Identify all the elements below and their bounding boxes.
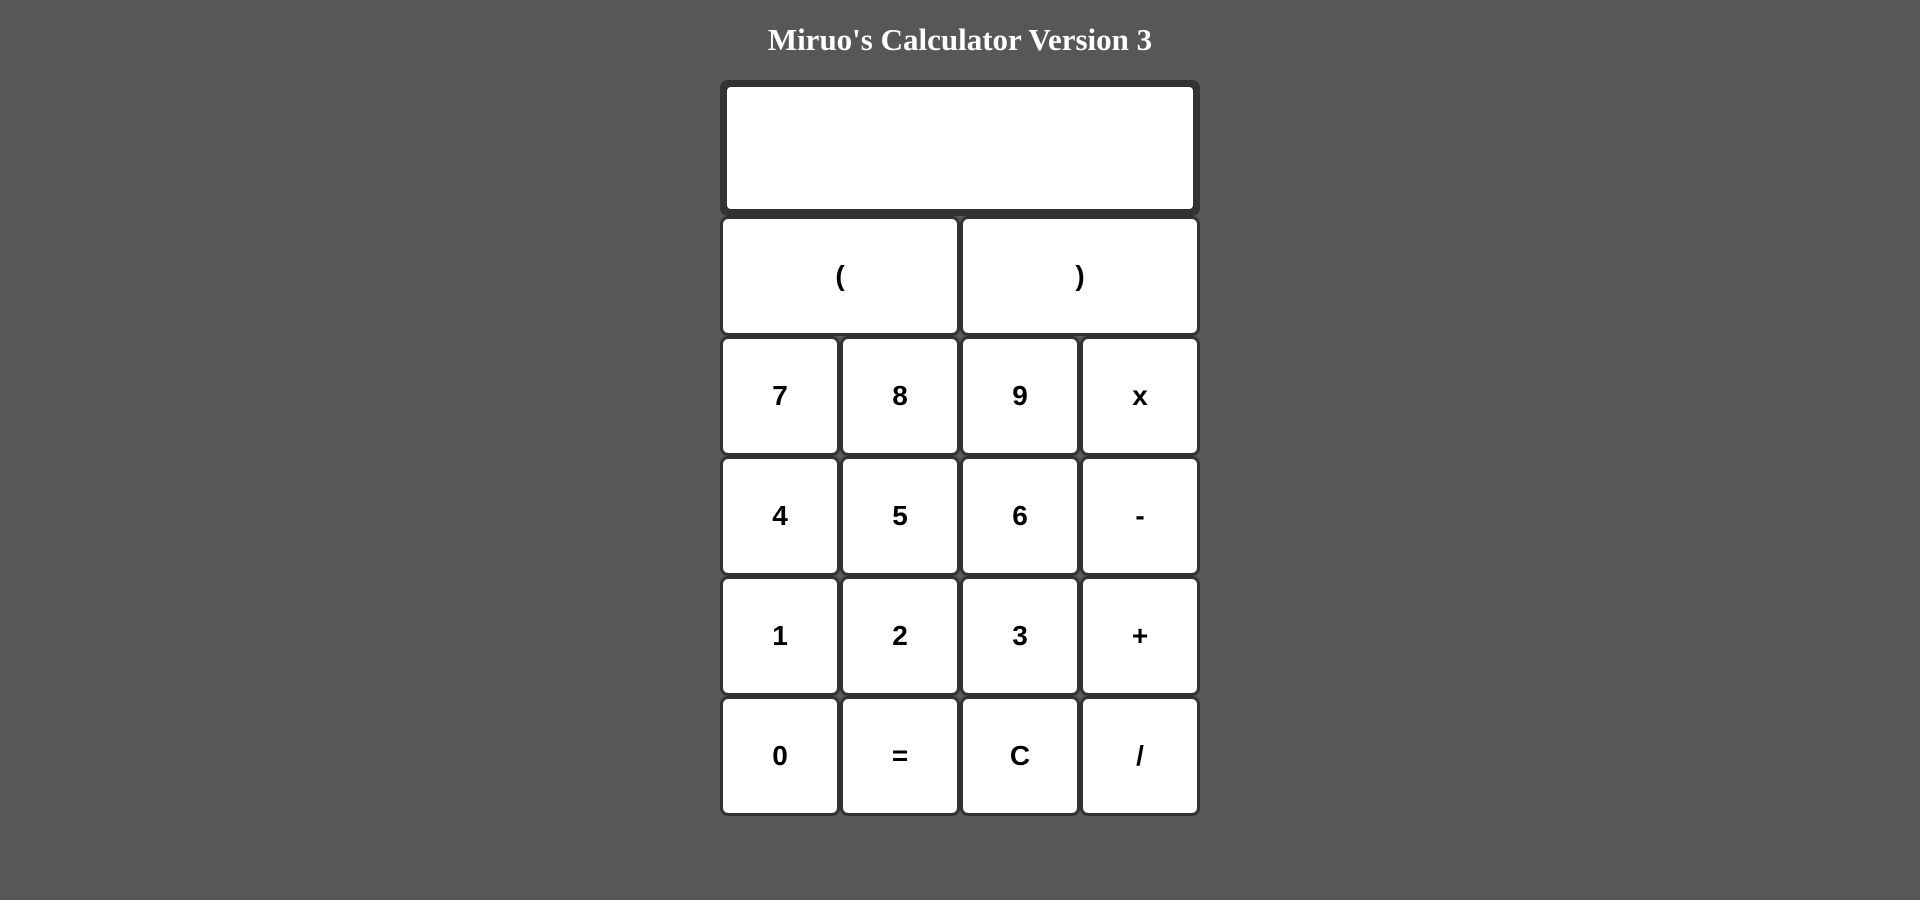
- calculator: [720, 80, 1200, 816]
- keypad: [720, 216, 1200, 816]
- open-paren-button[interactable]: (: [720, 216, 960, 336]
- digit-8-button[interactable]: 8: [840, 336, 960, 456]
- digit-7-button[interactable]: 7: [720, 336, 840, 456]
- digit-1-button[interactable]: 1: [720, 576, 840, 696]
- digit-9-button[interactable]: 9: [960, 336, 1080, 456]
- digit-5-button[interactable]: 5: [840, 456, 960, 576]
- digit-0-button[interactable]: 0: [720, 696, 840, 816]
- display-frame: [720, 80, 1200, 216]
- divide-button[interactable]: /: [1080, 696, 1200, 816]
- equals-button[interactable]: =: [840, 696, 960, 816]
- minus-button[interactable]: -: [1080, 456, 1200, 576]
- digit-3-button[interactable]: 3: [960, 576, 1080, 696]
- multiply-button[interactable]: x: [1080, 336, 1200, 456]
- clear-button[interactable]: C: [960, 696, 1080, 816]
- calculator-display[interactable]: [727, 87, 1193, 209]
- close-paren-button[interactable]: ): [960, 216, 1200, 336]
- digit-4-button[interactable]: 4: [720, 456, 840, 576]
- digit-6-button[interactable]: 6: [960, 456, 1080, 576]
- digit-2-button[interactable]: 2: [840, 576, 960, 696]
- plus-button[interactable]: +: [1080, 576, 1200, 696]
- page-title: Miruo's Calculator Version 3: [767, 22, 1153, 57]
